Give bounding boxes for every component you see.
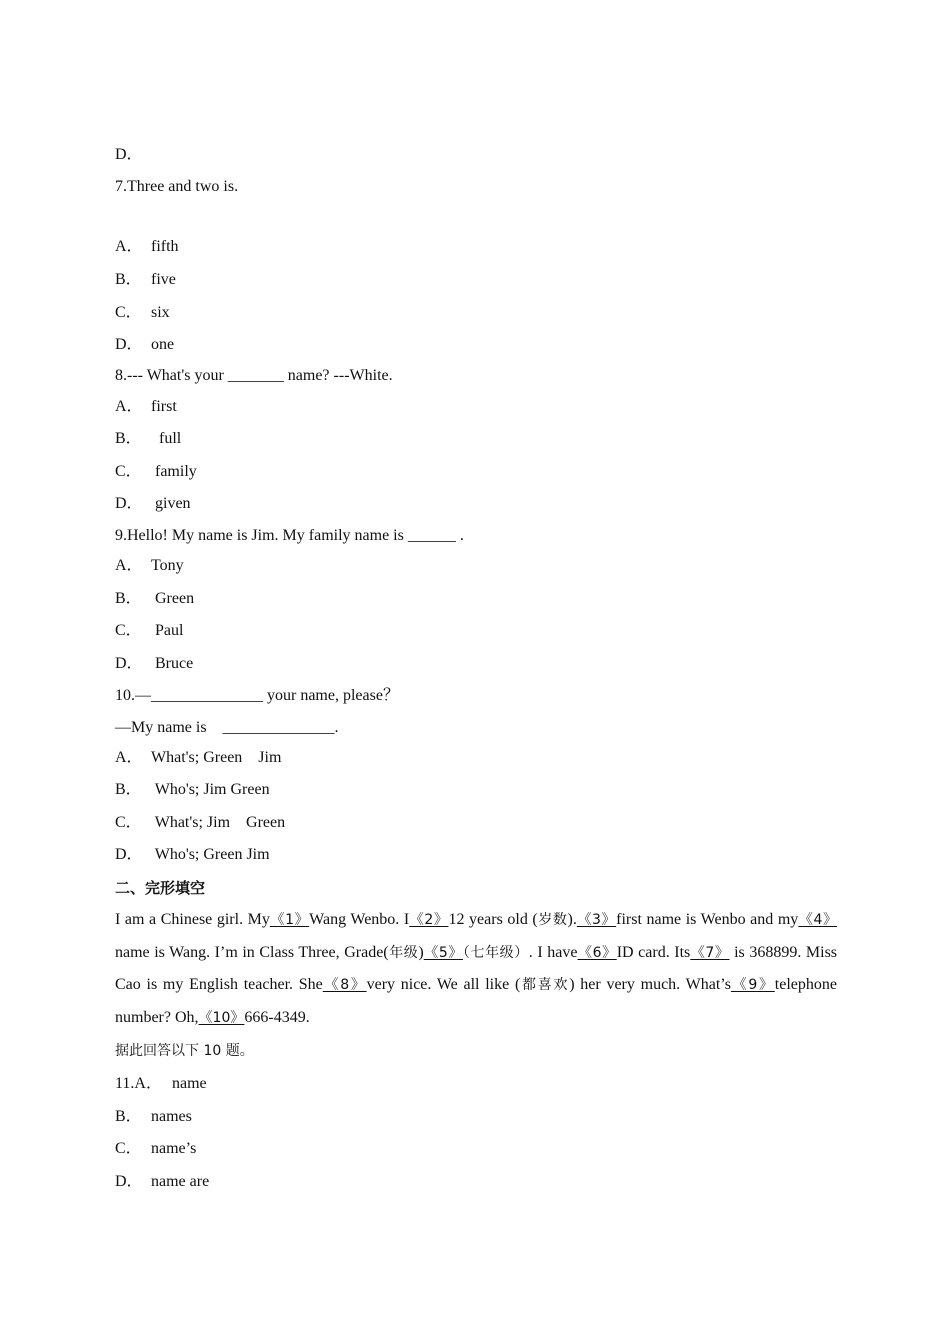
blank-2: 《2》 (409, 912, 449, 928)
question-9-option-c: C． Paul (115, 622, 184, 639)
question-8-option-c: C． family (115, 463, 197, 480)
question-9-option-b: B． Green (115, 590, 195, 607)
cloze-passage: I am a Chinese girl. My《1》Wang Wenbo. I《2》12 years old (岁数).《3》first name is Wenbo and my《4》name is Wang. I’m in Class Three, Grade(年级)《5》（七年级）. I have《6》ID card. Its《7》 is 368899. Miss Cao is my English teacher. She《8》very nice. We all like (都喜欢) her very much. What’s《9》telephone number? Oh,《10》666-4349. (115, 911, 838, 1026)
section-heading-cloze: 二、完形填空 (115, 879, 206, 897)
blank-8: 《8》 (322, 977, 367, 993)
cloze-instruction: 据此回答以下 10 题。 (115, 1043, 254, 1059)
question-7-option-a: A． fifth (115, 238, 179, 255)
option-d: D． (115, 146, 143, 163)
question-8-option-d: D． given (115, 495, 191, 512)
question-7-option-b: B． five (115, 271, 176, 288)
blank-3: 《3》 (576, 912, 617, 928)
question-9-option-d: D． Bruce (115, 655, 194, 672)
blank-1: 《1》 (269, 912, 310, 928)
question-10-option-d: D． Who's; Green Jim (115, 846, 270, 863)
question-8-option-a: A． first (115, 398, 177, 415)
question-7-option-c: C． six (115, 304, 170, 321)
question-10-stem: 10.—______________ your name, please？ (115, 687, 399, 704)
question-11-option-b: B． names (115, 1108, 192, 1125)
question-11-option-c: C． name’s (115, 1140, 197, 1157)
blank-7: 《7》 (690, 944, 730, 961)
question-9-option-a: A． Tony (115, 557, 184, 574)
question-8-stem: 8.--- What's your _______ name? ---White. (115, 367, 393, 384)
blank-4: 《4》 (798, 912, 837, 928)
question-7-stem: 7.Three and two is. (115, 178, 239, 195)
question-11-option-d: D． name are (115, 1173, 210, 1190)
question-10-option-a: A． What's; Green Jim (115, 749, 282, 766)
question-10-stem-reply: —My name is ______________. (115, 719, 339, 736)
question-8-option-b: B． full (115, 430, 182, 447)
blank-9: 《9》 (730, 977, 775, 993)
question-7-option-d: D． one (115, 336, 175, 353)
blank-5: 《5》 (423, 944, 463, 961)
question-9-stem: 9.Hello! My name is Jim. My family name is ______ . (115, 527, 464, 544)
question-11-option-a: 11.A． name (115, 1075, 207, 1092)
blank-10: 《10》 (198, 1009, 245, 1026)
blank-6: 《6》 (577, 944, 617, 961)
question-10-option-b: B． Who's; Jim Green (115, 781, 270, 798)
question-10-option-c: C． What's; Jim Green (115, 814, 286, 831)
